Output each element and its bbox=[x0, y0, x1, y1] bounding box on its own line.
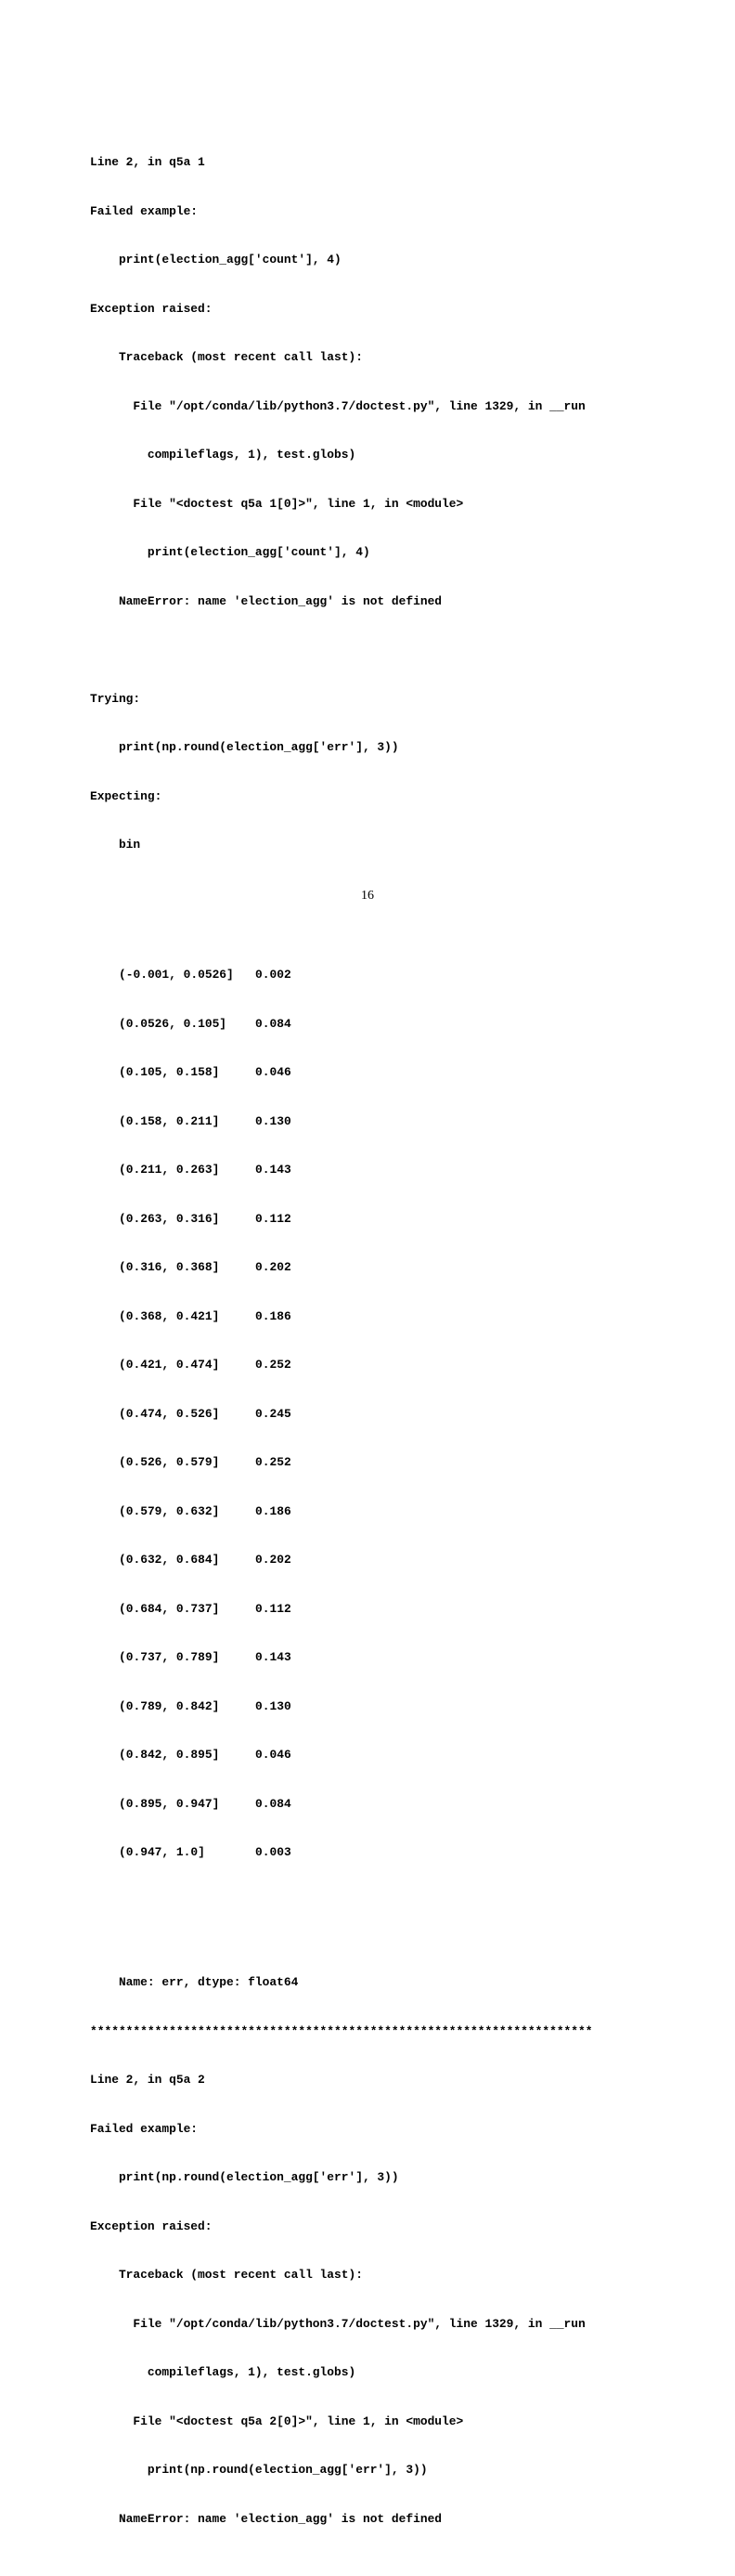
table-row bbox=[90, 1796, 593, 1813]
code-line: Trying: bbox=[90, 691, 141, 706]
code-line: File "/opt/conda/lib/python3.7/doctest.py", line 1329, in __run bbox=[90, 2316, 586, 2331]
table-row bbox=[90, 1406, 593, 1423]
bin-cell: (0.842, 0.895] bbox=[119, 1748, 220, 1762]
table-row bbox=[90, 1747, 593, 1763]
value-cell: 0.084 bbox=[255, 1796, 291, 1811]
value-cell: 0.112 bbox=[255, 1211, 291, 1226]
code-line: print(np.round(election_agg['err'], 3)) bbox=[90, 2170, 399, 2184]
code-line: Line 2, in q5a 1 bbox=[90, 155, 205, 169]
code-line: print(election_agg['count'], 4) bbox=[90, 545, 370, 559]
value-cell: 0.046 bbox=[255, 1748, 291, 1762]
bin-cell: (0.947, 1.0] bbox=[119, 1845, 205, 1859]
code-line: print(np.round(election_agg['err'], 3)) bbox=[90, 2463, 428, 2477]
value-cell: 0.252 bbox=[255, 1358, 291, 1372]
bin-cell: (0.526, 0.579] bbox=[119, 1455, 220, 1469]
bin-cell: (0.0526, 0.105] bbox=[119, 1016, 227, 1031]
code-line: Exception raised: bbox=[90, 301, 213, 316]
error-block-q5a-2 bbox=[90, 1942, 593, 2559]
value-cell: 0.143 bbox=[255, 1163, 291, 1177]
code-line: Line 2, in q5a 2 bbox=[90, 2073, 205, 2087]
bin-cell: (0.684, 0.737] bbox=[119, 1601, 220, 1616]
table-row bbox=[90, 1113, 593, 1130]
table-row bbox=[90, 1064, 593, 1081]
table-row bbox=[90, 1552, 593, 1568]
code-line: print(election_agg['count'], 4) bbox=[90, 253, 342, 267]
value-cell: 0.202 bbox=[255, 1553, 291, 1567]
value-cell: 0.252 bbox=[255, 1455, 291, 1469]
bin-cell: (0.105, 0.158] bbox=[119, 1065, 220, 1079]
code-line: File "/opt/conda/lib/python3.7/doctest.py", line 1329, in __run bbox=[90, 398, 586, 413]
expected-output-table bbox=[90, 934, 593, 1893]
value-cell: 0.143 bbox=[255, 1650, 291, 1664]
table-row bbox=[90, 1601, 593, 1618]
table-row bbox=[90, 1016, 593, 1033]
blank-line bbox=[90, 642, 593, 658]
table-row bbox=[90, 1698, 593, 1715]
table-row bbox=[90, 1259, 593, 1276]
code-line: NameError: name 'election_agg' is not defined bbox=[90, 2511, 443, 2526]
code-line: Exception raised: bbox=[90, 2218, 213, 2233]
code-line: print(np.round(election_agg['err'], 3)) bbox=[90, 740, 399, 754]
value-cell: 0.112 bbox=[255, 1601, 291, 1616]
table-row bbox=[90, 1162, 593, 1178]
table-row bbox=[90, 1844, 593, 1861]
value-cell: 0.130 bbox=[255, 1698, 291, 1713]
table-header: bin bbox=[90, 838, 141, 852]
code-line: Failed example: bbox=[90, 2121, 199, 2136]
table-row bbox=[90, 1211, 593, 1228]
separator-line: ********************************************************************** bbox=[90, 2023, 593, 2038]
page-number: 16 bbox=[361, 889, 374, 903]
table-row bbox=[90, 1308, 593, 1325]
table-footer: Name: err, dtype: float64 bbox=[90, 1975, 299, 1989]
doctest-output bbox=[90, 89, 593, 2576]
bin-cell: (0.368, 0.421] bbox=[119, 1308, 220, 1323]
code-line: Traceback (most recent call last): bbox=[90, 350, 363, 364]
code-line: Expecting: bbox=[90, 788, 162, 803]
code-line: Traceback (most recent call last): bbox=[90, 2268, 363, 2282]
bin-cell: (0.421, 0.474] bbox=[119, 1358, 220, 1372]
table-row bbox=[90, 1357, 593, 1373]
value-cell: 0.186 bbox=[255, 1308, 291, 1323]
bin-cell: (0.737, 0.789] bbox=[119, 1650, 220, 1664]
error-block-q5a-1 bbox=[90, 122, 593, 886]
bin-cell: (0.632, 0.684] bbox=[119, 1553, 220, 1567]
table-row bbox=[90, 1503, 593, 1520]
code-line: Failed example: bbox=[90, 203, 199, 218]
bin-cell: (-0.001, 0.0526] bbox=[119, 968, 234, 982]
bin-cell: (0.316, 0.368] bbox=[119, 1260, 220, 1274]
bin-cell: (0.579, 0.632] bbox=[119, 1503, 220, 1518]
table-row bbox=[90, 1649, 593, 1666]
code-line: compileflags, 1), test.globs) bbox=[90, 2365, 356, 2379]
table-row bbox=[90, 967, 593, 983]
value-cell: 0.186 bbox=[255, 1503, 291, 1518]
value-cell: 0.002 bbox=[255, 968, 291, 982]
value-cell: 0.202 bbox=[255, 1260, 291, 1274]
code-line: compileflags, 1), test.globs) bbox=[90, 448, 356, 462]
value-cell: 0.046 bbox=[255, 1065, 291, 1079]
table-row bbox=[90, 1454, 593, 1471]
bin-cell: (0.895, 0.947] bbox=[119, 1796, 220, 1811]
code-line: File "<doctest q5a 2[0]>", line 1, in <module> bbox=[90, 2413, 464, 2428]
code-line: File "<doctest q5a 1[0]>", line 1, in <module> bbox=[90, 496, 464, 511]
bin-cell: (0.158, 0.211] bbox=[119, 1113, 220, 1128]
value-cell: 0.130 bbox=[255, 1113, 291, 1128]
bin-cell: (0.263, 0.316] bbox=[119, 1211, 220, 1226]
bin-cell: (0.474, 0.526] bbox=[119, 1406, 220, 1421]
bin-cell: (0.789, 0.842] bbox=[119, 1698, 220, 1713]
value-cell: 0.003 bbox=[255, 1845, 291, 1859]
value-cell: 0.084 bbox=[255, 1016, 291, 1031]
bin-cell: (0.211, 0.263] bbox=[119, 1163, 220, 1177]
value-cell: 0.245 bbox=[255, 1406, 291, 1421]
code-line: NameError: name 'election_agg' is not defined bbox=[90, 593, 443, 608]
